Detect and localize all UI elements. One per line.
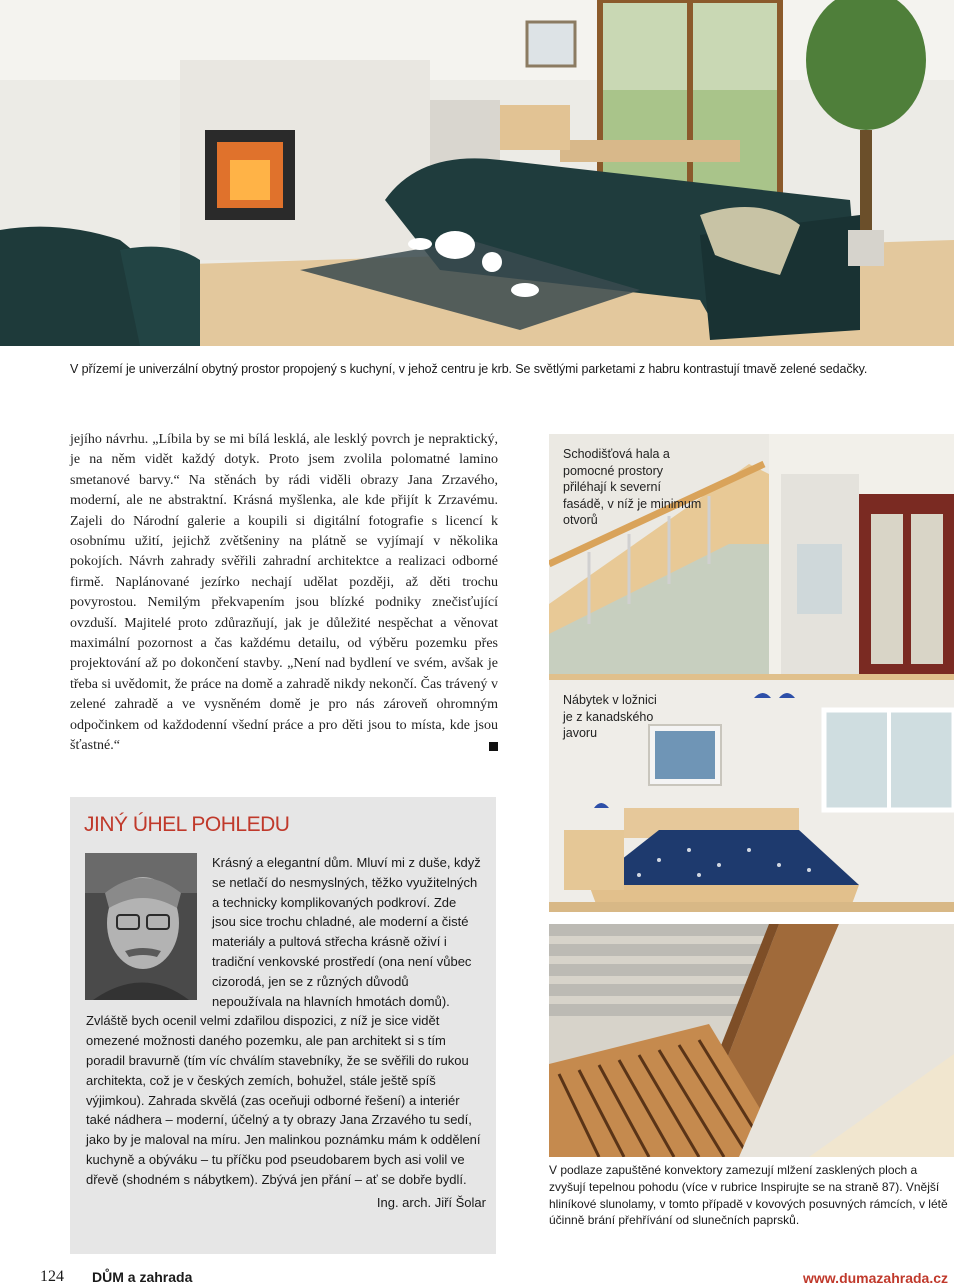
opinion-signature: Ing. arch. Jiří Šolar [376, 1195, 486, 1210]
portrait-spacer [86, 853, 212, 1007]
convector-photo [549, 924, 954, 1157]
magazine-url[interactable]: www.dumazahrada.cz [803, 1270, 948, 1286]
bedroom-caption: Nábytek v ložnici je z kanadského javoru [563, 693, 657, 740]
convector-caption: V podlaze zapuštěné konvektory zamezují mlžení zasklených ploch a zvyšují tepelnou pohodu (více v rubrice Inspirujte se na straně 87). Vnější hliníkové slunolamy, v tomto případě v kovových posuvných rámcích, v létě účinně brání přehřívání od slunečních paprsků. [549, 1163, 948, 1228]
opinion-quote-text: Krásný a elegantní dům. Mluví mi z duše, když se netlačí do nesmyslných, těžko využitelných a technicky komplikovaných podkroví. Zde jsou sice trochu chladné, ale moderní a čisté materiály a pultová střecha krásně oživí i tradiční venkovské prostředí (ona není vůbec cizorodá, jen se z různých důvodů nepoužívala na hlavních hmotách domů). Zvláště bych ocenil velmi zdařilou dispozici, z níž je sice vidět omezené možnosti daného pozemku, ale pan architekt si s tím poradil bravurně (tím víc chválím stavebníky, že se svěřili do rukou architekta, což je v českých zemích, bohužel, stále ještě spíš výjimkou). Zahrada skvělá (zas oceňuji odborné řešení) a interiér také nádhera – moderní, účelný a ty obrazy Jana Zrzavého tu sedí, jako by je maloval na míru. Jen malinkou poznámku mám k oddělení kuchyně a obýváku – tu příčku pod pseudobarem bych asi volil ve dřevě (shodném s nábytkem). Zbývá jen přání – ať se dobře bydlí. [86, 855, 481, 1187]
article-body [70, 430, 498, 757]
opinion-quote [86, 853, 482, 1190]
magazine-name: DŮM a zahrada [92, 1269, 193, 1285]
living-room-caption: V přízemí je univerzální obytný prostor propojený s kuchyní, v jehož centru je krb. Se světlými parketami z habru kontrastují tmavě zelené sedačky. [70, 362, 868, 376]
end-of-article-mark [489, 742, 498, 751]
opinion-box-title: JINÝ ÚHEL POHLEDU [84, 813, 290, 836]
article-body-text: jejího návrhu. „Líbila by se mi bílá lesklá, ale lesklý povrch je nepraktický, je na něm vidět každý dotyk. Proto jsem zvolila polomatné lamino smetanové barvy.“ Na stěnách by rádi viděli obrazy Jana Zrzavého, moderní, ale ne abstraktní. Krásná myšlenka, ale kde přijít k Zrzavému. Zajeli do Národní galerie a koupili si digitální fotografie s licencí k osobnímu užití, jejichž zvětšeniny na plátně se vyjímají v několika pokojích. Návrh zahrady svěřili zahradní architektce a realizaci odborné firmě. Naplánované jezírko nechají udělat později, až děti trochu povyrostou. Nemilým překvapením jsou blízké podniky znečisťující ovzduší. Majitelé proto zdůrazňují, jak je důležité nespěchat a věnovat maximální pozornost a čas každému detailu, od výběru pozemku přes projektování až po dokončení stavby. „Není nad bydlení ve svém, avšak je třeba si uvědomit, že práce na domě a zahradě nikdy nekončí. Čas trávený v zelené zahradě a ve vysněném domě je pro nás zároveň ohromným odpočinkem od každodenní všední práce a pro děti jsou to místa, kde jsou šťastné.“ [70, 432, 498, 754]
opinion-box [70, 797, 496, 1254]
page-number: 124 [40, 1268, 64, 1285]
staircase-caption: Schodišťová hala a pomocné prostory přiléhají k severní fasádě, v níž je minimum otvorů [563, 447, 702, 527]
living-room-photo [0, 0, 954, 346]
